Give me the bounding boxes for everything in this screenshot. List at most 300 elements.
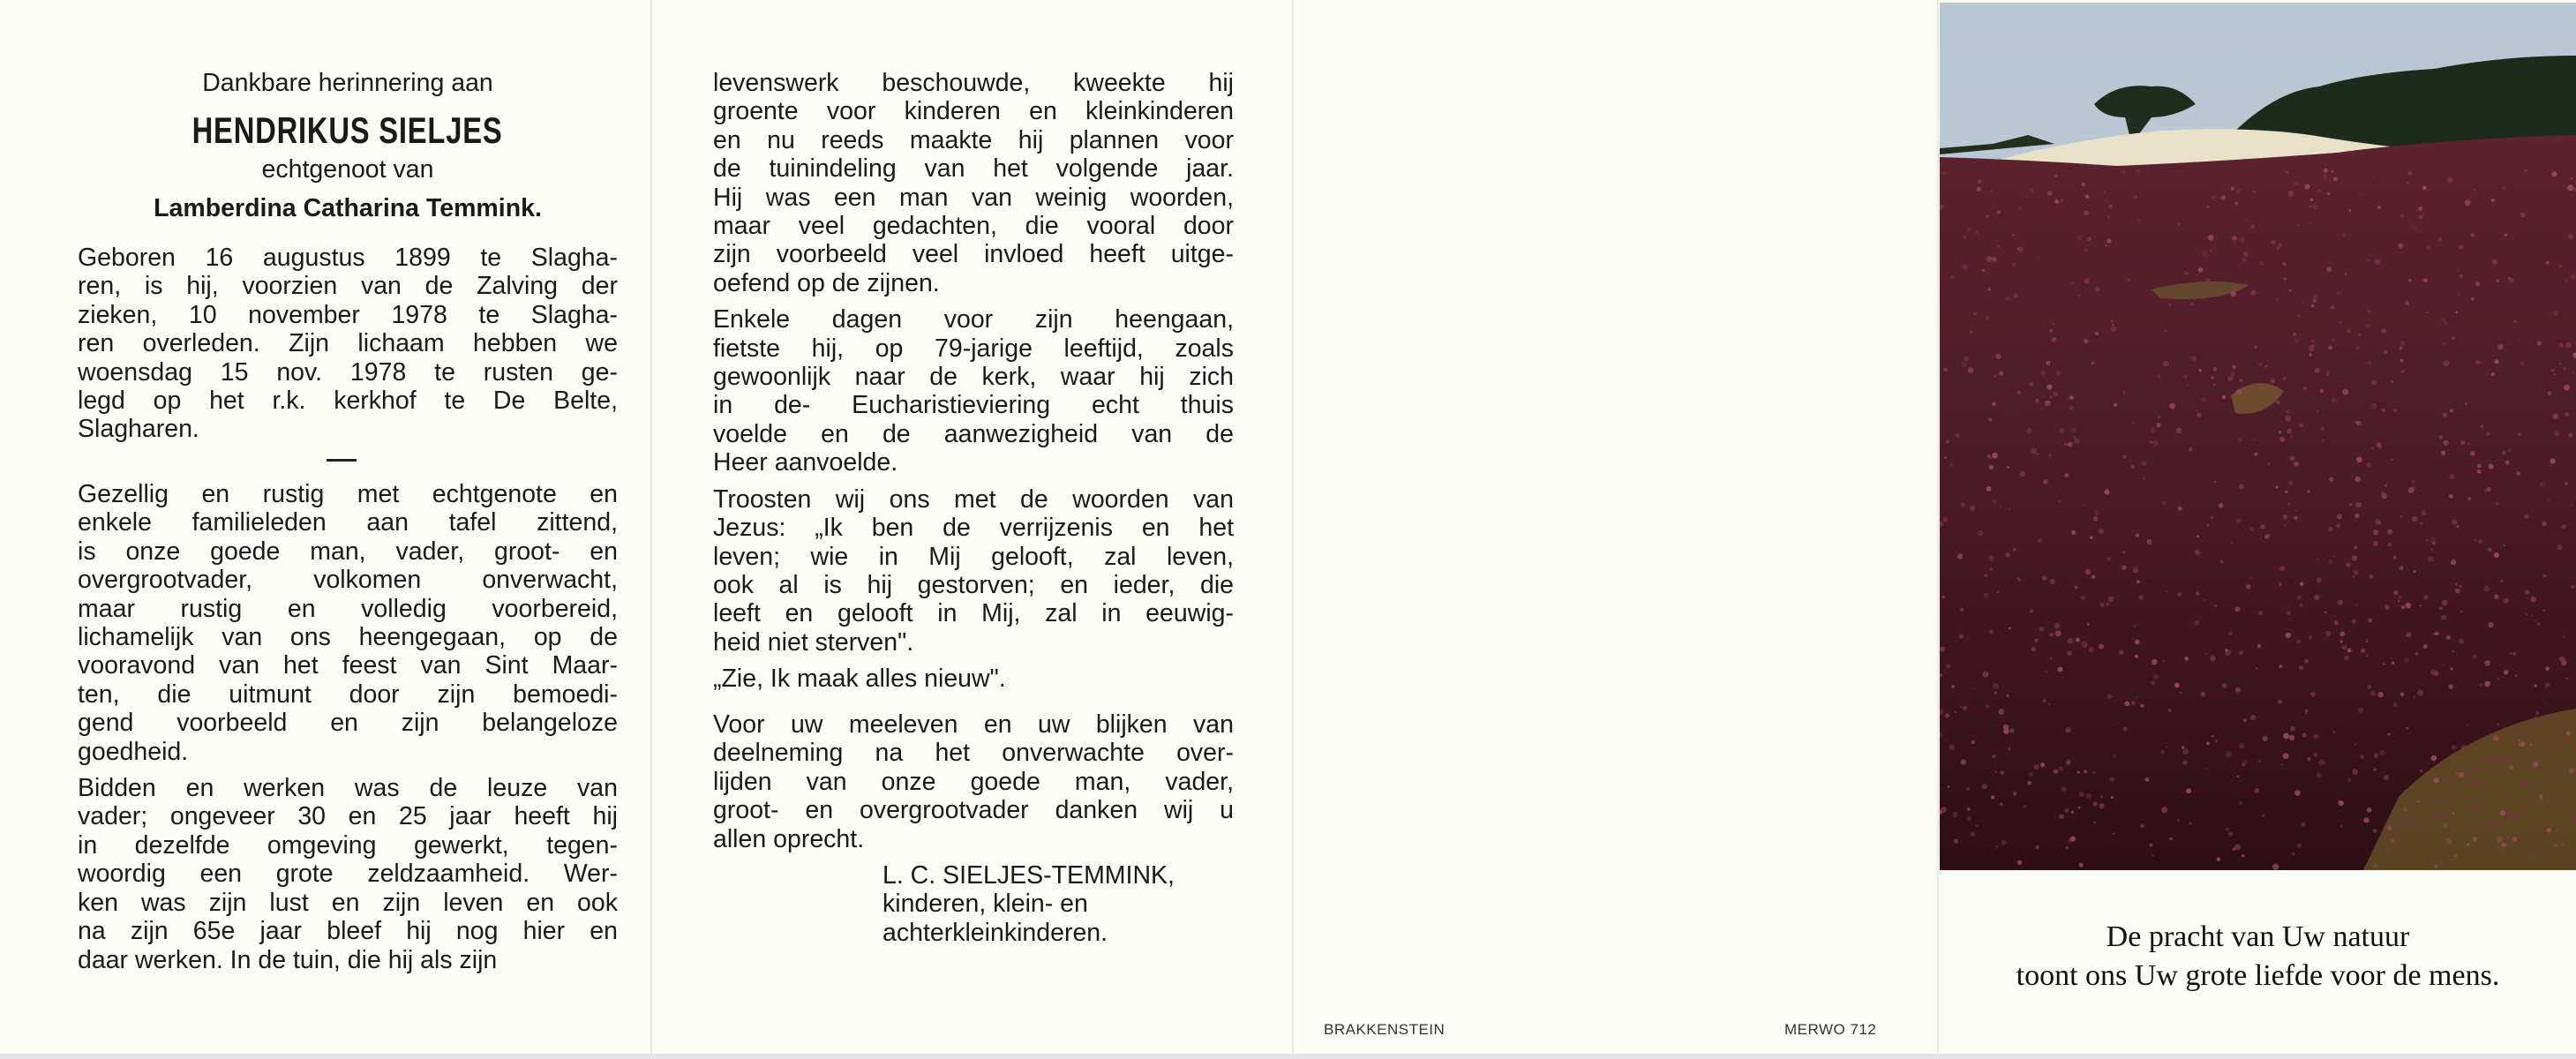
heather-blossom: [2038, 257, 2039, 259]
heather-blossom: [2461, 745, 2467, 751]
heather-blossom: [2414, 570, 2416, 573]
heather-blossom: [2075, 586, 2078, 590]
heather-blossom: [2108, 204, 2113, 208]
heather-blossom: [2500, 810, 2505, 815]
heather-blossom: [2367, 807, 2372, 813]
heather-blossom: [2475, 360, 2480, 364]
heather-blossom: [2481, 424, 2484, 428]
heather-blossom: [2311, 304, 2315, 308]
heather-blossom: [2185, 748, 2188, 751]
heather-blossom: [2412, 516, 2418, 522]
heather-blossom: [2360, 755, 2364, 759]
text-line: woordig een grote zeldzaamheid. Wer-: [78, 860, 618, 889]
heather-blossom: [2384, 350, 2387, 354]
heather-blossom: [2174, 683, 2180, 688]
heather-blossom: [2011, 416, 2014, 418]
heather-blossom: [2444, 440, 2449, 446]
heather-blossom: [2263, 815, 2265, 817]
fold-line: [1937, 0, 1939, 1059]
heather-blossom: [2119, 650, 2124, 655]
heather-blossom: [2346, 562, 2351, 567]
heather-blossom: [2061, 199, 2064, 202]
heather-blossom: [2366, 462, 2371, 468]
heather-blossom: [2068, 638, 2074, 644]
heather-blossom: [2031, 448, 2037, 454]
heather-blossom: [2497, 724, 2499, 726]
heather-blossom: [2344, 656, 2349, 661]
heather-blossom: [2356, 457, 2362, 463]
heather-blossom: [2432, 812, 2437, 817]
heather-blossom: [2183, 375, 2188, 379]
heather-blossom: [2393, 590, 2398, 595]
heather-blossom: [2092, 362, 2095, 365]
heather-blossom: [2200, 289, 2203, 292]
heather-blossom: [2423, 278, 2428, 282]
heather-blossom: [2531, 597, 2536, 602]
heather-blossom: [2503, 545, 2505, 547]
heather-blossom: [2324, 169, 2328, 173]
heather-blossom: [2029, 772, 2034, 777]
heather-blossom: [2058, 500, 2060, 502]
heather-blossom: [2393, 556, 2397, 560]
heather-blossom: [2309, 205, 2311, 207]
heather-blossom: [2308, 490, 2310, 492]
heather-blossom: [2571, 867, 2573, 869]
heather-blossom: [2123, 391, 2125, 393]
heather-blossom: [2383, 663, 2384, 665]
heather-blossom: [2407, 171, 2412, 176]
heather-blossom: [2113, 832, 2114, 834]
heather-blossom: [2422, 511, 2427, 516]
heather-blossom: [2317, 559, 2319, 560]
heather-blossom: [2108, 597, 2114, 603]
heather-blossom: [2300, 604, 2304, 608]
heather-blossom: [2571, 505, 2572, 507]
text-line: vader; ongeveer 30 en 25 jaar heeft hij: [78, 802, 618, 831]
heather-blossom: [2392, 662, 2394, 665]
text-line: leeft en gelooft in Mij, zal in eeuwig-: [713, 599, 1234, 628]
heather-blossom: [2294, 516, 2297, 520]
heather-blossom: [2251, 225, 2254, 228]
heather-blossom: [2432, 792, 2436, 796]
heather-blossom: [2279, 566, 2285, 571]
signature-line: kinderen, klein- en: [882, 890, 1088, 919]
heather-blossom: [2484, 660, 2490, 666]
heather-blossom: [1971, 740, 1975, 744]
heather-blossom: [2439, 435, 2444, 439]
heather-blossom: [2136, 169, 2140, 173]
text-line: daar werken. In de tuin, die hij als zijn: [78, 945, 498, 974]
heather-blossom: [2037, 453, 2039, 454]
heather-blossom: [2231, 186, 2235, 191]
heather-blossom: [2342, 645, 2347, 650]
heather-blossom: [2414, 695, 2416, 698]
heather-blossom: [1983, 592, 1989, 598]
heather-blossom: [2287, 191, 2294, 197]
heather-blossom: [2260, 261, 2263, 264]
heather-blossom: [2347, 649, 2352, 653]
heather-blossom: [2239, 237, 2245, 244]
heather-blossom: [1975, 230, 1979, 235]
heather-blossom: [2157, 375, 2161, 379]
heather-blossom: [2352, 575, 2354, 578]
heather-blossom: [2232, 365, 2236, 370]
heather-blossom: [2279, 582, 2282, 586]
heather-blossom: [2474, 189, 2476, 192]
heather-blossom: [2206, 206, 2209, 208]
heather-blossom: [2459, 585, 2461, 588]
heather-blossom: [1962, 265, 1968, 271]
heather-blossom: [2331, 170, 2333, 173]
heather-blossom: [2450, 409, 2453, 412]
heather-blossom: [2239, 484, 2244, 489]
heather-blossom: [2092, 575, 2095, 579]
heather-blossom: [2048, 703, 2050, 705]
heather-blossom: [2293, 182, 2297, 186]
text-line: groot- en overgrootvader danken wij u: [713, 796, 1234, 825]
heather-blossom: [2317, 190, 2320, 192]
heather-blossom: [2339, 320, 2343, 325]
signature-block: [882, 861, 1175, 947]
heather-blossom: [2333, 731, 2335, 732]
heather-blossom: [2401, 605, 2406, 610]
heather-blossom: [2279, 244, 2282, 247]
heather-blossom: [2152, 440, 2159, 447]
heather-blossom: [2132, 422, 2135, 424]
heather-blossom: [2090, 536, 2093, 539]
heather-blossom: [2537, 341, 2542, 345]
heather-blossom: [2393, 703, 2397, 707]
heather-blossom: [2505, 234, 2507, 237]
heather-blossom: [2202, 251, 2208, 257]
heather-blossom: [2388, 543, 2392, 547]
text-line: ren, is hij, voorzien van de Zalving der: [78, 272, 618, 301]
heather-blossom: [2136, 695, 2138, 698]
heather-blossom: [2189, 447, 2192, 451]
heather-blossom: [2240, 379, 2242, 382]
heather-blossom: [2228, 632, 2232, 635]
signature-line: L. C. SIELJES-TEMMINK,: [882, 861, 1175, 890]
heather-blossom: [2003, 728, 2009, 734]
heather-blossom: [2420, 605, 2422, 606]
heather-blossom: [2569, 815, 2573, 819]
heather-blossom: [2103, 190, 2106, 192]
heather-blossom: [2283, 514, 2288, 520]
heather-blossom: [2088, 647, 2093, 652]
heather-blossom: [2472, 654, 2476, 658]
heather-blossom: [1998, 709, 2004, 715]
text-line: de tuinindeling van het volgende jaar.: [713, 154, 1234, 184]
heather-blossom: [2571, 585, 2574, 589]
heather-blossom: [2338, 600, 2343, 605]
heather-blossom: [2559, 265, 2562, 267]
heather-blossom: [2093, 822, 2095, 823]
heather-blossom: [2071, 428, 2077, 433]
heather-blossom: [2501, 580, 2503, 582]
heather-blossom: [2347, 329, 2351, 333]
heather-blossom: [2562, 844, 2565, 846]
heather-blossom: [2379, 750, 2384, 755]
heather-blossom: [2457, 294, 2460, 297]
heather-blossom: [2381, 328, 2386, 334]
heather-blossom: [2109, 777, 2114, 782]
heather-blossom: [2313, 300, 2316, 303]
heather-blossom: [2518, 432, 2520, 435]
heather-blossom: [2470, 451, 2475, 456]
heather-blossom: [2473, 782, 2476, 785]
heather-blossom: [2384, 484, 2387, 487]
heather-blossom: [2279, 437, 2285, 442]
heather-blossom: [2289, 289, 2292, 292]
heather-blossom: [2230, 650, 2232, 651]
text-line: Gezellig en rustig met echtgenote en: [78, 480, 618, 508]
heather-blossom: [2045, 670, 2047, 672]
heather-blossom: [2568, 433, 2572, 438]
heather-blossom: [1961, 760, 1966, 765]
heather-blossom: [2099, 529, 2104, 534]
text-line: ten, die uitmunt door zijn bemoedi-: [78, 680, 618, 709]
heather-blossom: [2250, 290, 2256, 296]
paragraph: [713, 69, 1234, 297]
heather-blossom: [2205, 653, 2207, 655]
heather-blossom: [2149, 844, 2152, 847]
heather-blossom: [1990, 568, 1993, 571]
heather-blossom: [2443, 823, 2447, 828]
heather-blossom: [2471, 233, 2475, 237]
heather-blossom: [2236, 189, 2241, 193]
heather-blossom: [2189, 822, 2191, 824]
heather-blossom: [2059, 428, 2064, 433]
heather-blossom: [2225, 649, 2228, 652]
heather-blossom: [2140, 704, 2144, 708]
heather-blossom: [2524, 781, 2530, 787]
text-line: levenswerk beschouwde, kweekte hij: [713, 69, 1234, 97]
text-line: „Zie, Ik maak alles nieuw".: [713, 665, 1006, 694]
heather-blossom: [2191, 302, 2194, 304]
heather-blossom: [2158, 416, 2160, 418]
heather-blossom: [2035, 845, 2039, 850]
heather-blossom: [2543, 609, 2546, 612]
heather-blossom: [2322, 439, 2324, 442]
heather-blossom: [2417, 690, 2423, 696]
heather-blossom: [2559, 342, 2564, 347]
heather-blossom: [2163, 361, 2168, 366]
heather-blossom: [2459, 638, 2464, 643]
text-line: na zijn 65e jaar bleef hij nog hier en: [78, 917, 618, 946]
heather-blossom: [2204, 599, 2205, 601]
heather-blossom: [2043, 699, 2047, 702]
heather-blossom: [2545, 666, 2550, 671]
heather-blossom: [1978, 180, 1981, 184]
heather-blossom: [2387, 530, 2392, 535]
heather-blossom: [1984, 574, 1987, 577]
heather-blossom: [2420, 770, 2423, 773]
heather-blossom: [2455, 583, 2458, 586]
heather-blossom: [2554, 431, 2559, 436]
text-line: ook al is hij gestorven; en ieder, die: [713, 570, 1234, 599]
heather-blossom: [2368, 685, 2372, 689]
heather-blossom: [2371, 403, 2377, 409]
heather-blossom: [2030, 610, 2033, 613]
heather-blossom: [2242, 258, 2247, 262]
heather-blossom: [2062, 677, 2063, 679]
heather-blossom: [2281, 763, 2283, 765]
heather-blossom: [2197, 535, 2199, 537]
heather-blossom: [2009, 627, 2011, 630]
text-line: vooravond van het feest van Sint Maar-: [78, 651, 618, 680]
heather-blossom: [2178, 592, 2182, 597]
heather-blossom: [2358, 707, 2364, 713]
heather-blossom: [1967, 228, 1971, 231]
heather-blossom: [2237, 776, 2239, 777]
heather-blossom: [2056, 371, 2062, 376]
heather-blossom: [2272, 864, 2279, 870]
heather-blossom: [2451, 667, 2454, 671]
heather-blossom: [2418, 207, 2422, 211]
heather-blossom: [2294, 338, 2300, 343]
heather-blossom: [2355, 502, 2361, 507]
heather-blossom: [2196, 409, 2198, 412]
heather-blossom: [2246, 584, 2250, 589]
heather-blossom: [2285, 416, 2291, 422]
heather-blossom: [2502, 451, 2506, 455]
heather-blossom: [1952, 812, 1957, 817]
heather-blossom: [1972, 687, 1974, 689]
heather-blossom: [2373, 541, 2378, 546]
heather-blossom: [2288, 503, 2290, 505]
heather-blossom: [2287, 612, 2291, 616]
heather-blossom: [2345, 273, 2347, 275]
heather-blossom: [2231, 542, 2233, 544]
heather-blossom: [2033, 764, 2039, 770]
heather-blossom: [2005, 552, 2010, 558]
heather-blossom: [2013, 293, 2017, 297]
text-line: in dezelfde omgeving gewerkt, tegen-: [78, 830, 618, 860]
heather-blossom: [2550, 458, 2555, 463]
heather-blossom: [2328, 527, 2332, 531]
heather-blossom: [2426, 539, 2429, 542]
heather-blossom: [2141, 461, 2146, 466]
heather-blossom: [2356, 421, 2361, 425]
heather-blossom: [2292, 852, 2295, 856]
heather-blossom: [2431, 548, 2434, 551]
heather-blossom: [2488, 622, 2493, 627]
heather-blossom: [2358, 333, 2362, 336]
heather-blossom: [2494, 594, 2499, 599]
heather-blossom: [2253, 439, 2256, 441]
heather-blossom: [2400, 214, 2404, 218]
text-line: Troosten wij ons met de woorden van: [713, 484, 1234, 514]
heather-blossom: [2452, 336, 2455, 340]
heather-blossom: [2280, 421, 2282, 423]
heather-blossom: [2508, 759, 2510, 761]
heather-blossom: [2340, 825, 2343, 828]
text-line: Bidden en werken was de leuze van: [78, 774, 618, 803]
heather-blossom: [2526, 613, 2527, 615]
heather-blossom: [1955, 711, 1956, 713]
heather-blossom: [2444, 360, 2450, 366]
heather-blossom: [2084, 279, 2090, 284]
heather-blossom: [2313, 295, 2318, 300]
heather-blossom: [2137, 580, 2140, 583]
heather-blossom: [2320, 427, 2324, 432]
heather-blossom: [2540, 797, 2543, 800]
heather-blossom: [2210, 250, 2212, 252]
text-line: fietste hij, op 79-jarige leeftijd, zoals: [713, 334, 1234, 363]
text-line: Heer aanvoelde.: [713, 448, 898, 477]
heather-blossom: [2084, 339, 2088, 343]
heather-blossom: [2324, 612, 2326, 613]
heather-blossom: [2312, 204, 2317, 209]
heather-blossom: [2390, 657, 2392, 659]
heather-blossom: [2254, 452, 2257, 455]
heather-blossom: [2166, 746, 2167, 747]
heather-blossom: [2348, 209, 2351, 212]
heather-blossom: [1949, 463, 1953, 467]
heather-blossom: [2477, 464, 2482, 469]
heather-blossom: [2427, 246, 2430, 250]
heather-blossom: [2101, 796, 2103, 798]
heather-blossom: [2161, 807, 2167, 813]
heather-blossom: [2512, 837, 2517, 842]
heather-blossom: [2074, 436, 2077, 439]
heather-blossom: [2313, 753, 2317, 757]
heather-blossom: [1967, 807, 1971, 811]
heather-blossom: [2086, 793, 2092, 799]
heather-blossom: [2182, 747, 2184, 749]
heather-blossom: [2147, 539, 2152, 545]
heather-blossom: [2082, 642, 2088, 648]
heather-blossom: [2084, 249, 2088, 252]
heather-blossom: [2285, 491, 2287, 493]
heather-blossom: [1962, 362, 1967, 367]
heather-blossom: [1987, 197, 1990, 199]
heather-blossom: [2007, 466, 2009, 469]
heather-blossom: [1959, 634, 1964, 638]
heather-blossom: [1988, 418, 1992, 422]
heather-blossom: [2093, 516, 2099, 522]
heather-blossom: [2050, 657, 2053, 660]
heather-blossom: [2314, 595, 2319, 600]
heather-blossom: [1995, 354, 2001, 359]
heather-blossom: [2465, 200, 2471, 207]
heather-blossom: [2376, 520, 2382, 526]
heather-blossom: [2236, 389, 2242, 394]
text-line: oefend op de zijnen.: [713, 268, 940, 297]
heather-blossom: [2366, 654, 2369, 657]
heather-blossom: [2196, 591, 2199, 595]
heather-blossom: [2398, 600, 2400, 603]
heather-blossom: [2283, 753, 2289, 759]
heather-blossom: [2135, 640, 2140, 645]
heather-blossom: [1970, 331, 1972, 334]
heather-blossom: [2302, 733, 2307, 738]
heather-blossom: [2496, 502, 2498, 505]
heather-blossom: [2369, 575, 2374, 579]
heather-blossom: [2562, 524, 2566, 529]
paragraph: [713, 305, 1234, 477]
heather-blossom: [2197, 413, 2201, 417]
heather-blossom: [2046, 361, 2050, 365]
heather-blossom: [2111, 327, 2116, 332]
heather-blossom: [2206, 524, 2209, 527]
heather-blossom: [2243, 252, 2249, 257]
heather-blossom: [2481, 781, 2484, 785]
heather-blossom: [1989, 555, 1994, 560]
heather-blossom: [2504, 670, 2508, 674]
heather-blossom: [1993, 683, 1999, 689]
heather-blossom: [2504, 598, 2509, 604]
